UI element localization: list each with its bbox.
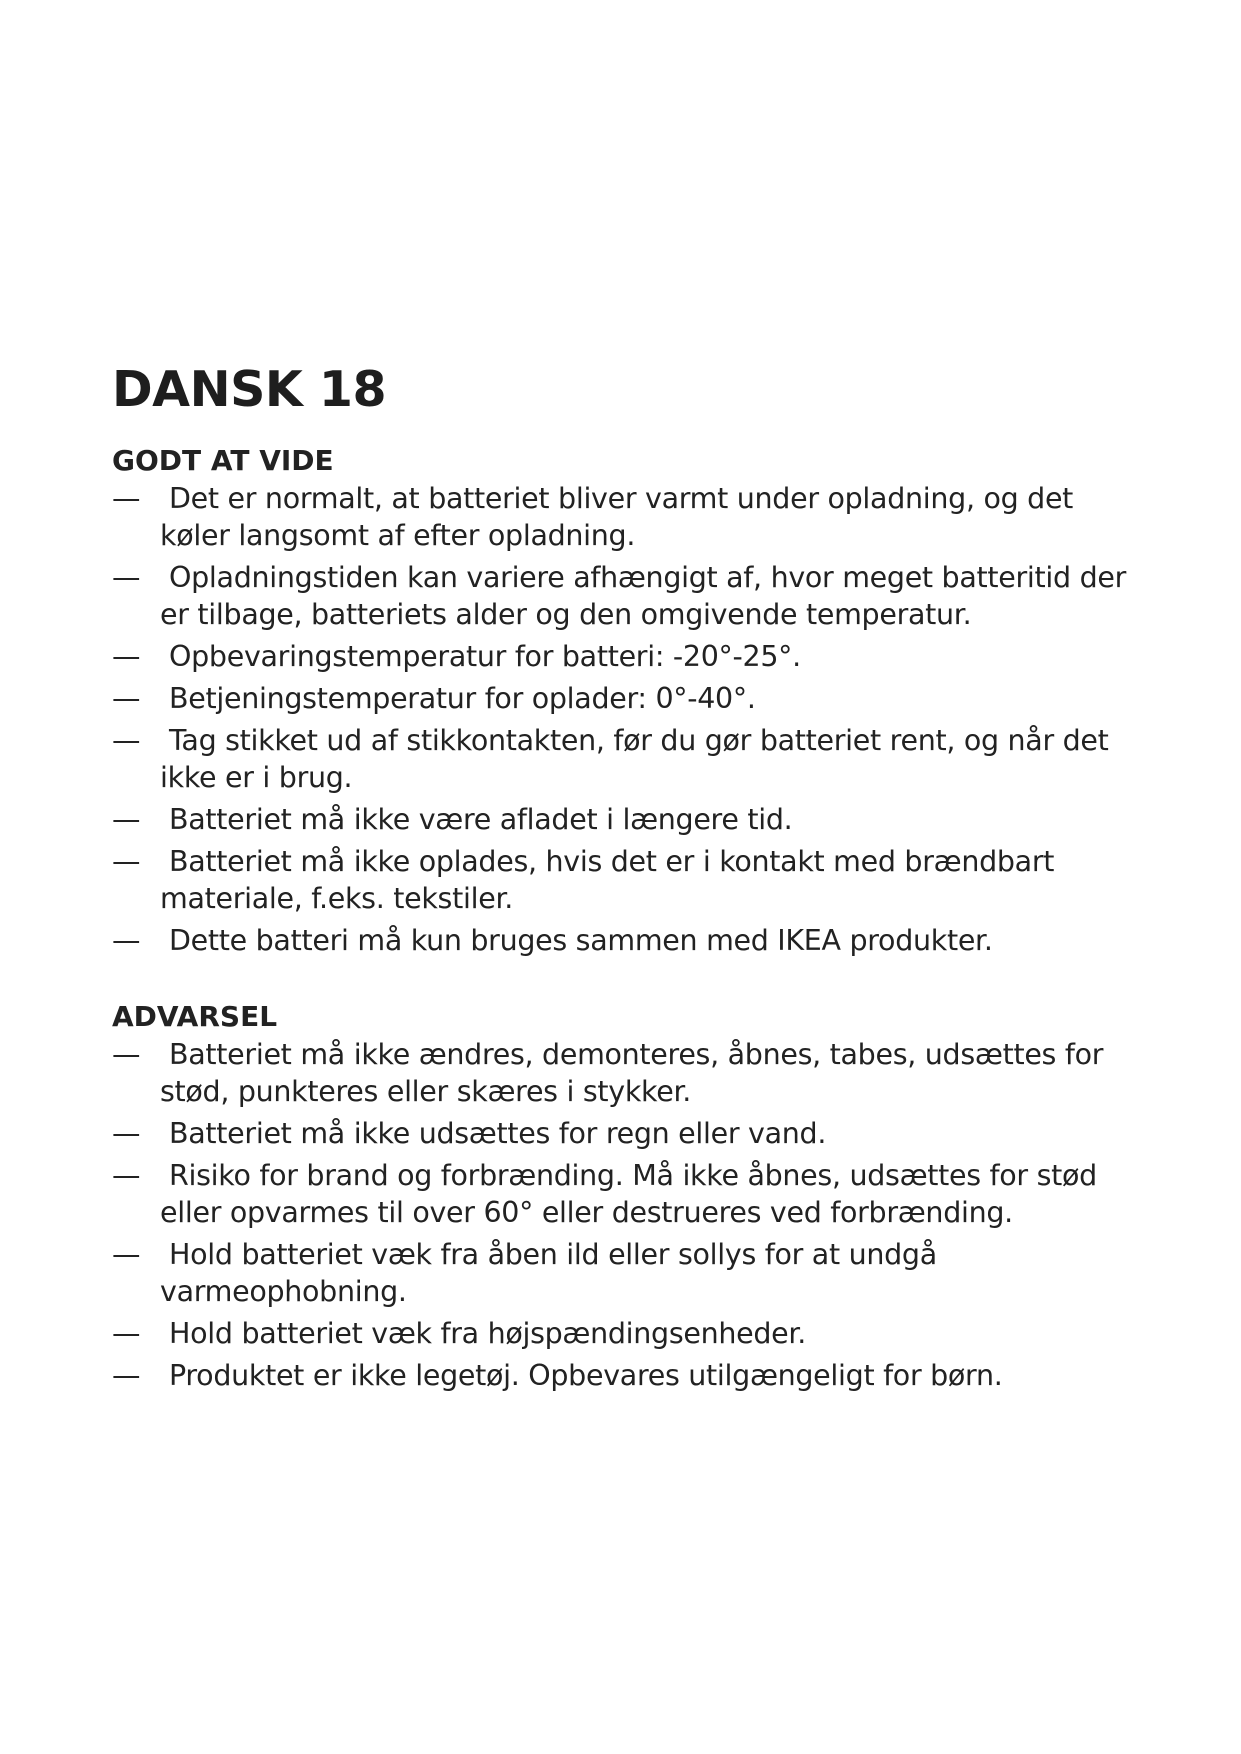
dash-bullet: —: [112, 682, 141, 715]
bullet-list: [112, 480, 1142, 959]
list-item-text: Batteriet må ikke ændres, demonteres, åbnes, tabes, udsættes for stød, punkteres eller skæres i stykker.: [160, 1038, 1104, 1108]
list-item-text: Risiko for brand og forbrænding. Må ikke åbnes, udsættes for stød eller opvarmes til over 60° eller destrueres ved forbrænding.: [160, 1159, 1097, 1229]
list-item-text: Produktet er ikke legetøj. Opbevares utilgængeligt for børn.: [169, 1359, 1003, 1392]
list-item: [112, 680, 1142, 717]
list-item: [112, 922, 1142, 959]
page-title: DANSK 18: [112, 361, 387, 418]
list-item: [112, 722, 1142, 796]
list-item: [112, 1115, 1142, 1152]
dash-bullet: —: [112, 640, 141, 673]
list-item-text: Hold batteriet væk fra åben ild eller sollys for at undgå varmeophobning.: [160, 1238, 937, 1308]
list-item-text: Hold batteriet væk fra højspændingsenheder.: [169, 1317, 806, 1350]
dash-bullet: —: [112, 845, 141, 878]
list-item: [112, 1357, 1142, 1394]
list-item: [112, 480, 1142, 554]
dash-bullet: —: [112, 1359, 141, 1392]
dash-bullet: —: [112, 924, 141, 957]
list-item-text: Tag stikket ud af stikkontakten, før du gør batteriet rent, og når det ikke er i brug.: [160, 724, 1109, 794]
list-item-text: Batteriet må ikke være afladet i længere tid.: [169, 803, 793, 836]
list-item-text: Dette batteri må kun bruges sammen med IKEA produkter.: [169, 924, 993, 957]
list-item-text: Det er normalt, at batteriet bliver varmt under opladning, og det køler langsomt af efter opladning.: [160, 482, 1074, 552]
dash-bullet: —: [112, 1317, 141, 1350]
list-item-text: Batteriet må ikke oplades, hvis det er i kontakt med brændbart materiale, f.eks. tekstiler.: [160, 845, 1055, 915]
section-heading: GODT AT VIDE: [112, 444, 334, 477]
section-good-to-know: [112, 442, 1142, 959]
list-item: [112, 801, 1142, 838]
list-item-text: Batteriet må ikke udsættes for regn eller vand.: [169, 1117, 827, 1150]
dash-bullet: —: [112, 1038, 141, 1071]
list-item-text: Opladningstiden kan variere afhængigt af, hvor meget batteritid der er tilbage, batteriets alder og den omgivende temperatur.: [160, 561, 1127, 631]
dash-bullet: —: [112, 482, 141, 515]
dash-bullet: —: [112, 561, 141, 594]
dash-bullet: —: [112, 803, 141, 836]
dash-bullet: —: [112, 1117, 141, 1150]
dash-bullet: —: [112, 1238, 141, 1271]
list-item-text: Opbevaringstemperatur for batteri: -20°-25°.: [169, 640, 801, 673]
section-warning: [112, 998, 1142, 1394]
list-item: [112, 638, 1142, 675]
list-item: [112, 1315, 1142, 1352]
list-item: [112, 843, 1142, 917]
list-item: [112, 1036, 1142, 1110]
list-item: [112, 1157, 1142, 1231]
list-item: [112, 559, 1142, 633]
section-spacer: [112, 964, 1142, 998]
list-item: [112, 1236, 1142, 1310]
bullet-list: [112, 1036, 1142, 1394]
dash-bullet: —: [112, 1159, 141, 1192]
document-page: [112, 360, 1142, 1399]
dash-bullet: —: [112, 724, 141, 757]
section-heading: ADVARSEL: [112, 1000, 278, 1033]
list-item-text: Betjeningstemperatur for oplader: 0°-40°.: [169, 682, 756, 715]
